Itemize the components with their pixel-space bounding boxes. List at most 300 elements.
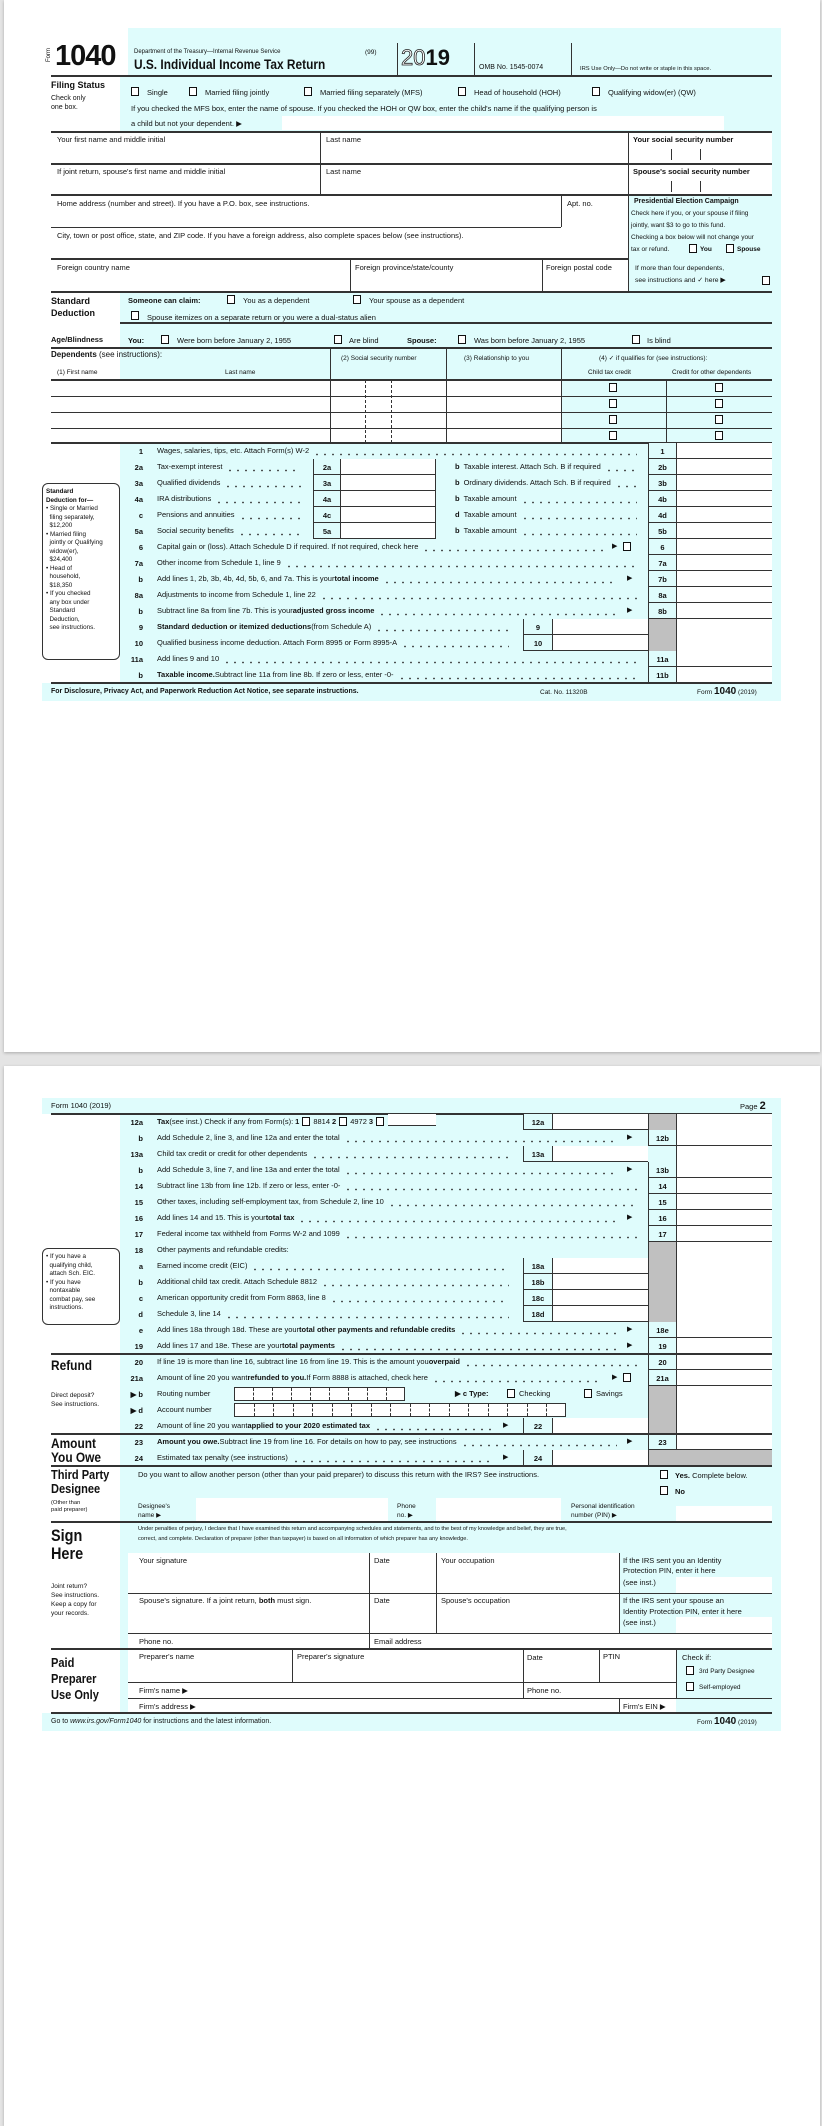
dot-leader: [375, 623, 509, 632]
foreign-province-field[interactable]: Foreign province/state/county: [355, 263, 454, 272]
line-4b-amount-input[interactable]: [676, 491, 772, 507]
home-address-field[interactable]: Home address (number and street). If you have a P.O. box, see instructions.: [57, 199, 310, 208]
line-2a-label: 2a: [313, 459, 340, 475]
filing-mfs-checkbox[interactable]: [304, 87, 312, 96]
arrow-icon: ▶: [627, 1134, 633, 1141]
line-text: Additional child tax credit. Attach Schedule 8812: [157, 1277, 318, 1286]
dependents-col-child-tax-credit: Child tax credit: [588, 369, 631, 376]
line-6-amount-input[interactable]: [676, 539, 772, 555]
foreign-country-field[interactable]: Foreign country name: [57, 263, 130, 272]
age-you-label: You:: [128, 336, 145, 345]
line-8b-label: 8b: [648, 603, 676, 619]
line-number: b: [138, 1278, 143, 1287]
filing-qw-label: Qualifying widow(er) (QW): [608, 88, 696, 97]
page2-form-id: Form 1040 (2019): [51, 1101, 112, 1110]
firm-address-field[interactable]: Firm's address ▶: [139, 1702, 196, 1711]
arrow-icon: ▶: [503, 1454, 509, 1461]
line-2b-amount-input[interactable]: [676, 459, 772, 475]
line-21a-checkbox[interactable]: [623, 1373, 631, 1382]
line-sub-description: [455, 495, 641, 504]
line-4b-row: [51, 491, 772, 507]
spouse-ip-pin-input[interactable]: [676, 1617, 772, 1633]
line-number: 11a: [130, 655, 143, 664]
line-text: Routing number: [157, 1389, 211, 1398]
last-name-field[interactable]: Last name: [326, 135, 362, 144]
line-11b-row: [51, 667, 772, 683]
account-number-input[interactable]: [234, 1403, 566, 1417]
designee-name-input[interactable]: [196, 1498, 388, 1522]
line-5b-amount-input[interactable]: [676, 523, 772, 539]
dot-leader: [432, 1374, 603, 1383]
form-other-input[interactable]: [388, 1114, 436, 1126]
shaded-cell: [648, 1402, 676, 1418]
self-employed-checkbox[interactable]: [686, 1682, 694, 1691]
filing-single-checkbox[interactable]: [131, 87, 139, 96]
line-18d-row: [51, 1306, 772, 1322]
line-7b-label: 7b: [648, 571, 676, 587]
campaign-text: jointly, want $3 to go to this fund.: [631, 222, 726, 229]
checking-checkbox[interactable]: [507, 1389, 515, 1398]
line-text: Estimated tax penalty (see instructions): [157, 1453, 288, 1462]
line-13b-amount-input[interactable]: [676, 1162, 772, 1178]
designee-pin-label: number (PIN) ▶: [571, 1512, 617, 1519]
line-text: Federal income tax withheld from Forms W-2 and 1099: [157, 1229, 340, 1238]
dependents-col-relationship: (3) Relationship to you: [464, 355, 530, 362]
campaign-you-label: You: [700, 246, 712, 253]
line-19-amount-input[interactable]: [676, 1338, 772, 1354]
line-3a-amount-input[interactable]: [340, 475, 436, 491]
filing-mfj-label: Married filing jointly: [205, 88, 270, 97]
filing-hoh-checkbox[interactable]: [458, 87, 466, 96]
line-number: 20: [134, 1358, 143, 1367]
line-24-amount-input[interactable]: [552, 1450, 648, 1466]
firm-name-field[interactable]: Firm's name ▶: [139, 1686, 188, 1695]
form-number: 1040: [55, 40, 116, 72]
line-description: [157, 495, 305, 504]
sign-here-label: Here: [51, 1544, 84, 1563]
other-dependents-credit-checkbox[interactable]: [715, 383, 723, 392]
line-description: [157, 1342, 621, 1351]
line-number: 24: [134, 1454, 143, 1463]
line-text: If Form 8888 is attached, check here: [306, 1373, 428, 1382]
joint-return-note: See instructions.: [51, 1592, 100, 1599]
line-12b-amount-input[interactable]: [676, 1130, 772, 1146]
other-dependents-credit-checkbox[interactable]: [715, 415, 723, 424]
line-23-row: [51, 1434, 772, 1450]
line-4a-amount-input[interactable]: [340, 491, 436, 507]
line-description: [157, 1166, 621, 1175]
you-born-before-label: Were born before January 2, 1955: [177, 336, 292, 345]
digit-divider: [507, 1404, 508, 1416]
line-11b-amount-input[interactable]: [676, 667, 772, 683]
line-1-amount-input[interactable]: [676, 443, 772, 459]
irs-website-link[interactable]: www.irs.gov/Form1040: [70, 1718, 142, 1725]
line-15-row: [51, 1194, 772, 1210]
dot-leader: [330, 1294, 509, 1303]
blank-amount-cell: [676, 635, 772, 651]
digit-divider: [273, 1404, 274, 1416]
dependents-col-qualifies: (4) ✓ if qualifies for (see instructions):: [599, 355, 708, 362]
digit-divider: [410, 1404, 411, 1416]
dot-leader: [459, 1326, 617, 1335]
line-text-bold: applied to your 2020 estimated tax: [247, 1421, 371, 1430]
line-text-bold: Standard deduction or itemized deductions: [157, 622, 312, 631]
line-17-label: 17: [648, 1226, 676, 1242]
line-number: 4a: [134, 495, 143, 504]
designee-no-checkbox[interactable]: [660, 1486, 668, 1495]
cat-number: Cat. No. 11320B: [540, 689, 588, 696]
line-text: Subtract line 8a from line 7b. This is your: [157, 606, 293, 615]
line-9-amount-input[interactable]: [552, 619, 648, 635]
line-7a-amount-input[interactable]: [676, 555, 772, 571]
line-text: Qualified dividends: [157, 478, 221, 487]
first-name-field[interactable]: Your first name and middle initial: [57, 135, 166, 144]
line-description: [157, 1422, 497, 1431]
arrow-icon: ▶: [503, 1422, 509, 1429]
other-dependents-credit-checkbox[interactable]: [715, 431, 723, 440]
line-description: [157, 1150, 513, 1159]
campaign-spouse-checkbox[interactable]: [726, 244, 734, 253]
line-5b-label: 5b: [648, 523, 676, 539]
line-3b-amount-input[interactable]: [676, 475, 772, 491]
line-8b-row: [51, 603, 772, 619]
sign-here-label: Sign: [51, 1526, 83, 1545]
line-21a-amount-input[interactable]: [676, 1370, 772, 1386]
line-4c-amount-input[interactable]: [340, 507, 436, 523]
dependent-name-input[interactable]: [51, 412, 330, 428]
sidebar-text: jointly or Qualifying: [46, 539, 103, 546]
joint-return-note: Joint return?: [51, 1583, 88, 1590]
line-13a-amount-input[interactable]: [552, 1146, 648, 1162]
sidebar-text: qualifying child,: [46, 1261, 93, 1269]
line-15-amount-input[interactable]: [676, 1194, 772, 1210]
child-tax-credit-checkbox[interactable]: [609, 383, 617, 392]
line-9-row: [51, 619, 772, 635]
routing-number-input[interactable]: [234, 1387, 405, 1401]
form-other-checkbox[interactable]: [376, 1117, 384, 1126]
other-dependents-credit-checkbox[interactable]: [715, 399, 723, 408]
child-tax-credit-checkbox[interactable]: [609, 399, 617, 408]
line-11a-row: [51, 651, 772, 667]
line-8b-amount-input[interactable]: [676, 603, 772, 619]
campaign-title: Presidential Election Campaign: [634, 198, 739, 205]
third-party-label: Third Party: [51, 1467, 110, 1482]
line-description: [157, 607, 621, 616]
you-dependent-label: You as a dependent: [243, 296, 310, 305]
line-text: Earned income credit (EIC): [157, 1261, 248, 1270]
tax-year: 2019: [401, 45, 450, 70]
foreign-postal-code-field[interactable]: Foreign postal code: [546, 263, 612, 272]
line-number: 12a: [130, 1118, 143, 1127]
dot-leader: [422, 543, 603, 552]
spouse-occupation-field[interactable]: Spouse's occupation: [441, 1596, 510, 1605]
campaign-text: Checking a box below will not change your: [631, 234, 754, 241]
designee-name-label: Designee's: [138, 1503, 170, 1510]
city-state-zip-field[interactable]: City, town or post office, state, and ZIP code. If you have a foreign address, also complete spaces below (see instructions).: [57, 231, 464, 240]
form-4972-checkbox[interactable]: [339, 1117, 347, 1126]
line-5a-label: 5a: [313, 523, 340, 539]
preparer-name-field[interactable]: Preparer's name: [139, 1652, 195, 1661]
line-sub-description: [455, 479, 641, 488]
line-description: [157, 1134, 621, 1143]
designee-yes-label: Yes. Complete below.: [675, 1471, 748, 1480]
form-8814-checkbox[interactable]: [302, 1117, 310, 1126]
line-2b-row: [51, 459, 772, 475]
designee-name-label: name ▶: [138, 1512, 162, 1519]
preparer-signature-field[interactable]: Preparer's signature: [297, 1652, 365, 1661]
joint-return-note: your records.: [51, 1610, 89, 1617]
line-17-amount-input[interactable]: [676, 1226, 772, 1242]
qualifying-person-name-input[interactable]: [282, 116, 724, 130]
line-text: Amount of line 20 you want: [157, 1373, 248, 1382]
line-23-amount-input[interactable]: [676, 1434, 772, 1450]
line-18c-amount-input[interactable]: [552, 1290, 648, 1306]
line-18e-label: 18e: [648, 1322, 676, 1338]
line-10-row: [51, 635, 772, 651]
campaign-you-checkbox[interactable]: [689, 244, 697, 253]
spouse-date-field[interactable]: Date: [374, 1596, 390, 1605]
shaded-cell: [648, 1306, 676, 1322]
child-tax-credit-checkbox[interactable]: [609, 431, 617, 440]
ip-pin-input[interactable]: [676, 1577, 772, 1593]
spouse-first-name-field[interactable]: If joint return, spouse's first name and middle initial: [57, 167, 226, 176]
ssn-field[interactable]: Your social security number: [633, 135, 734, 144]
dot-leader: [398, 671, 637, 680]
dot-leader: [251, 1262, 509, 1271]
line-number: 17: [134, 1230, 143, 1239]
line-number: 23: [134, 1438, 143, 1447]
child-tax-credit-checkbox[interactable]: [609, 415, 617, 424]
blank-amount-cell: [676, 1306, 772, 1322]
your-signature-field[interactable]: Your signature: [139, 1556, 188, 1565]
filing-mfj-checkbox[interactable]: [189, 87, 197, 96]
your-occupation-field[interactable]: Your occupation: [441, 1556, 495, 1565]
dot-leader: [464, 1358, 637, 1367]
line-text: Child tax credit or credit for other dependents: [157, 1149, 308, 1158]
line-sub-description: [455, 463, 641, 472]
paid-preparer-label: Use Only: [51, 1687, 99, 1702]
you-blind-checkbox[interactable]: [334, 335, 342, 344]
line-22-row: [51, 1418, 772, 1434]
filing-qw-checkbox[interactable]: [592, 87, 600, 96]
arrow-icon: ▶: [627, 1438, 633, 1445]
sidebar-text: nontaxable: [46, 1287, 81, 1294]
you-dependent-checkbox[interactable]: [227, 295, 235, 304]
third-party-designee-checkbox[interactable]: [686, 1666, 694, 1675]
arrow-icon: ▶: [627, 1326, 633, 1333]
spouse-ssn-field[interactable]: Spouse's social security number: [633, 167, 750, 176]
line-number: 1: [138, 447, 143, 456]
line-7b-row: [51, 571, 772, 587]
line-13a-row: [51, 1146, 772, 1162]
digit-divider: [429, 1404, 430, 1416]
preparer-date-field[interactable]: Date: [527, 1653, 543, 1662]
line-6-checkbox[interactable]: [623, 542, 631, 551]
line-11a-amount-input[interactable]: [676, 651, 772, 667]
line-18b-amount-input[interactable]: [552, 1274, 648, 1290]
shaded-cell: [648, 1274, 676, 1290]
dependents-col-ssn: (2) Social security number: [341, 355, 417, 362]
footer-form-id: Form 1040 (2019): [697, 686, 757, 697]
shaded-cell: [648, 1290, 676, 1306]
arrow-icon: ▶: [627, 1342, 633, 1349]
apt-no-field[interactable]: Apt. no.: [567, 199, 593, 208]
line-text: Subtract line 19 from line 16. For details on how to pay, see instructions: [219, 1437, 457, 1446]
preparer-ptin-field[interactable]: PTIN: [603, 1652, 621, 1661]
line-number: 6: [138, 543, 143, 552]
firm-ein-field[interactable]: Firm's EIN ▶: [623, 1702, 666, 1711]
digit-divider: [310, 1388, 311, 1400]
arrow-icon: ▶: [612, 543, 618, 550]
line-17-row: [51, 1226, 772, 1242]
line-description: [157, 671, 641, 680]
line-number: 19: [134, 1342, 143, 1351]
line-text: Capital gain or (loss). Attach Schedule D if required. If not required, check here: [157, 542, 419, 551]
filing-single-label: Single: [147, 88, 168, 97]
more-dependents-checkbox[interactable]: [762, 276, 770, 285]
blank-amount-cell: [676, 1386, 772, 1402]
designee-phone-label: no. ▶: [397, 1512, 413, 1519]
arrow-icon: ▶: [627, 575, 633, 582]
line-description: [157, 623, 513, 632]
line-text-bold: total tax: [265, 1213, 295, 1222]
line-text-bold: total income: [334, 574, 379, 583]
spouse-signature-field[interactable]: Spouse's signature. If a joint return, both must sign.: [139, 1596, 312, 1605]
line-text: Adjustments to income from Schedule 1, line 22: [157, 590, 316, 599]
digit-divider: [329, 1388, 330, 1400]
spouse-itemizes-checkbox[interactable]: [131, 311, 139, 320]
direct-deposit-note: Direct deposit?: [51, 1392, 95, 1399]
blank-amount-cell: [676, 619, 772, 635]
designee-phone-input[interactable]: [436, 1498, 561, 1522]
spouse-dependent-label: Your spouse as a dependent: [369, 296, 465, 305]
line-description: [157, 575, 621, 584]
line-description: [157, 1438, 621, 1447]
line-number: d: [138, 1310, 143, 1319]
spouse-blind-checkbox[interactable]: [632, 335, 640, 344]
line-18c-label: 18c: [523, 1290, 552, 1306]
line-14-amount-input[interactable]: [676, 1178, 772, 1194]
digit-divider: [351, 1404, 352, 1416]
more-dependents-text: see instructions and ✓ here ▶: [635, 277, 726, 284]
line-number: b: [138, 607, 143, 616]
phone-field[interactable]: Phone no.: [139, 1637, 174, 1646]
paid-preparer-label: Paid: [51, 1655, 75, 1670]
dependents-col-last-name: Last name: [225, 369, 256, 376]
spouse-dependent-checkbox[interactable]: [353, 295, 361, 304]
dot-leader: [313, 447, 637, 456]
line-text: Qualified business income deduction. Attach Form 8995 or Form 8995-A: [157, 638, 398, 647]
line-description: [157, 1214, 621, 1223]
line-22-amount-input[interactable]: [552, 1418, 648, 1434]
line-12b-row: [51, 1130, 772, 1146]
line-description: [157, 1182, 641, 1191]
line-number: 2a: [134, 463, 143, 472]
designee-pin-input[interactable]: [676, 1506, 772, 1522]
filing-status-hint: Check only: [51, 95, 86, 102]
line-11a-label: 11a: [648, 651, 676, 667]
ip-pin-label: If the IRS sent you an Identity: [623, 1556, 722, 1565]
line-18a-amount-input[interactable]: [552, 1258, 648, 1274]
spouse-ip-pin-label: (see inst.): [623, 1618, 656, 1627]
firm-phone-field[interactable]: Phone no.: [527, 1686, 562, 1695]
line-12a-amount-input[interactable]: [552, 1114, 648, 1130]
dependent-name-input[interactable]: [51, 396, 330, 412]
filing-status-note: If you checked the MFS box, enter the name of spouse. If you checked the HOH or QW box, enter the child's name if the qualifying person is: [131, 104, 597, 113]
line-text: Add lines 17 and 18e. These are your: [157, 1341, 282, 1350]
spouse-blind-label: Is blind: [647, 336, 671, 345]
shaded-cell: [648, 1242, 676, 1258]
digit-divider: [390, 1404, 391, 1416]
line-text: American opportunity credit from Form 8863, line 8: [157, 1293, 326, 1302]
age-spouse-label: Spouse:: [407, 336, 437, 345]
dot-leader: [292, 1454, 493, 1463]
line-number: 21a: [130, 1374, 143, 1383]
digit-divider: [367, 1388, 368, 1400]
line-7b-amount-input[interactable]: [676, 571, 772, 587]
line-number: c: [138, 1294, 143, 1303]
shaded-cell: [648, 1258, 676, 1274]
spouse-born-before-checkbox[interactable]: [458, 335, 466, 344]
line-2a-amount-input[interactable]: [340, 459, 436, 475]
line-8a-row: [51, 587, 772, 603]
dot-leader: [615, 479, 637, 488]
line-text: Account number: [157, 1405, 212, 1414]
line-18d-label: 18d: [523, 1306, 552, 1322]
line-7a-row: [51, 555, 772, 571]
sidebar-text: • Head of: [46, 564, 73, 572]
line-16-label: 16: [648, 1210, 676, 1226]
line-16-amount-input[interactable]: [676, 1210, 772, 1226]
blank-amount-cell: [676, 1242, 772, 1258]
line-12a-row: [51, 1114, 772, 1130]
line-8a-amount-input[interactable]: [676, 587, 772, 603]
dot-leader: [461, 1438, 617, 1447]
line-description: [157, 527, 305, 536]
signature-date-field[interactable]: Date: [374, 1556, 390, 1565]
you-born-before-checkbox[interactable]: [161, 335, 169, 344]
line-20-amount-input[interactable]: [676, 1354, 772, 1370]
dot-leader: [388, 1198, 637, 1207]
line-number: b: [138, 671, 143, 680]
line-text: Amount of line 20 you want: [157, 1421, 248, 1430]
line-text: (from Schedule A): [311, 622, 372, 631]
line-18e-amount-input[interactable]: [676, 1322, 772, 1338]
line-number: 14: [134, 1182, 143, 1191]
line-12a-label: 12a: [523, 1114, 552, 1130]
email-field[interactable]: Email address: [374, 1637, 422, 1646]
line-text-bold: total payments: [281, 1341, 335, 1350]
shaded-cell: [648, 1418, 676, 1434]
line-10-amount-input[interactable]: [552, 635, 648, 651]
savings-checkbox[interactable]: [584, 1389, 592, 1398]
spouse-last-name-field[interactable]: Last name: [326, 167, 362, 176]
line-5a-amount-input[interactable]: [340, 523, 436, 539]
designee-yes-checkbox[interactable]: [660, 1470, 668, 1479]
line-11b-label: 11b: [648, 667, 676, 683]
dot-leader: [223, 655, 637, 664]
line-4d-amount-input[interactable]: [676, 507, 772, 523]
line-sub-description: [455, 511, 641, 520]
filing-status-note: a child but not your dependent. ▶: [131, 119, 242, 128]
line-description: [157, 1198, 641, 1207]
dot-leader: [344, 1230, 637, 1239]
dependent-name-input[interactable]: [51, 380, 330, 396]
spouse-ip-pin-label: Identity Protection PIN, enter it here: [623, 1607, 742, 1616]
line-18d-amount-input[interactable]: [552, 1306, 648, 1322]
line-description: [157, 1278, 513, 1287]
amount-you-owe-label: Amount: [51, 1435, 96, 1451]
